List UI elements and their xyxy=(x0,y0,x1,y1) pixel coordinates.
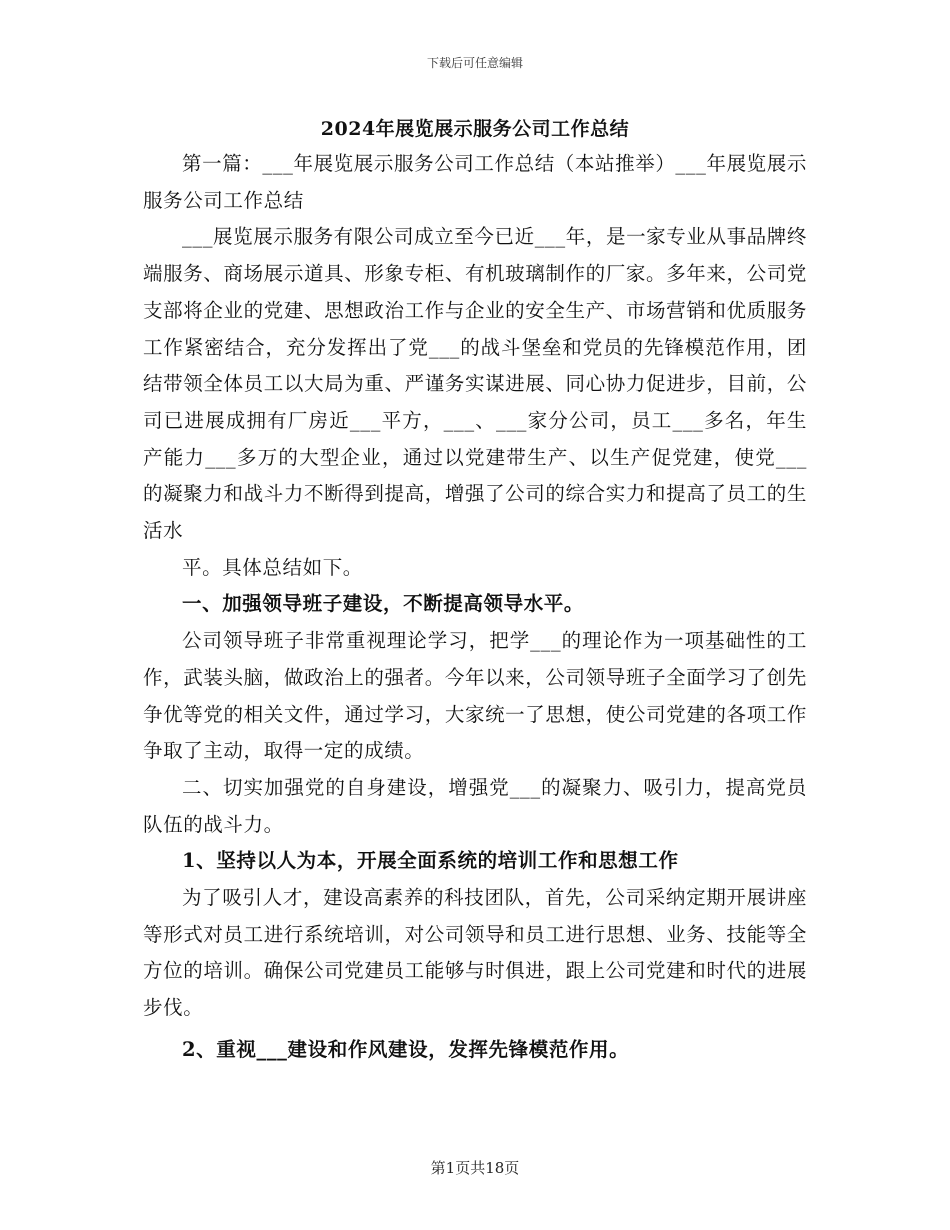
subsection-heading-two: 2、重视___建设和作风建设，发挥先锋模范作用。 xyxy=(182,1037,630,1061)
page-header-note: 下载后可任意编辑 xyxy=(426,56,523,70)
section-heading-one: 一、加强领导班子建设，不断提高领导水平。 xyxy=(182,592,585,616)
paragraph-intro: ___展览展示服务有限公司成立至今已近___年，是一家专业从事品牌终端服务、商场展示道具、形象专柜、有机玻璃制作的厂家。多年来，公司党支部将企业的党建、思想政治工作与企业的安全生产、市场营销和优质服务工作紧密结合，充分发挥出了党___的战斗堡垒和党员的先锋模范作用，团结带领全体员工以大局为重、严谨务实谋进展、同心协力促进步，目前，公司已进展成拥有厂房近___平方，___、___家分公司，员工___多名，年生产能力___多万的大型企业，通过以党建带生产、以生产促党建，使党___的凝聚力和战斗力不断得到提高，增强了公司的综合实力和提高了员工的生活水 xyxy=(143,225,807,543)
subsection-heading-one: 1、坚持以人为本，开展全面系统的培训工作和思想工作 xyxy=(182,849,679,873)
page-footer-number: 第1页共18页 xyxy=(430,1159,520,1177)
paragraph-intro-end: 平。具体总结如下。 xyxy=(182,555,363,579)
paragraph-leadership: 公司领导班子非常重视理论学习，把学___的理论作为一项基础性的工作，武装头脑，做政治上的强者。今年以来，公司领导班子全面学习了创先争优等党的相关文件，通过学习，大家统一了思想，使公司党建的各项工作争取了主动，取得一定的成绩。 xyxy=(143,629,807,763)
document-title: 2024年展览展示服务公司工作总结 xyxy=(320,118,630,140)
section-heading-two: 二、切实加强党的自身建设，增强党___的凝聚力、吸引力，提高党员队伍的战斗力。 xyxy=(143,775,807,836)
document-body xyxy=(143,146,807,1069)
paragraph-heading-first: 第一篇：___年展览展示服务公司工作总结（本站推举）___年展览展示服务公司工作总结 xyxy=(143,152,807,212)
paragraph-training: 为了吸引人才，建设高素养的科技团队，首先，公司采纳定期开展讲座等形式对员工进行系统培训，对公司领导和员工进行思想、业务、技能等全方位的培训。确保公司党建员工能够与时俱进，跟上公司党建和时代的进展步伐。 xyxy=(143,886,807,1020)
